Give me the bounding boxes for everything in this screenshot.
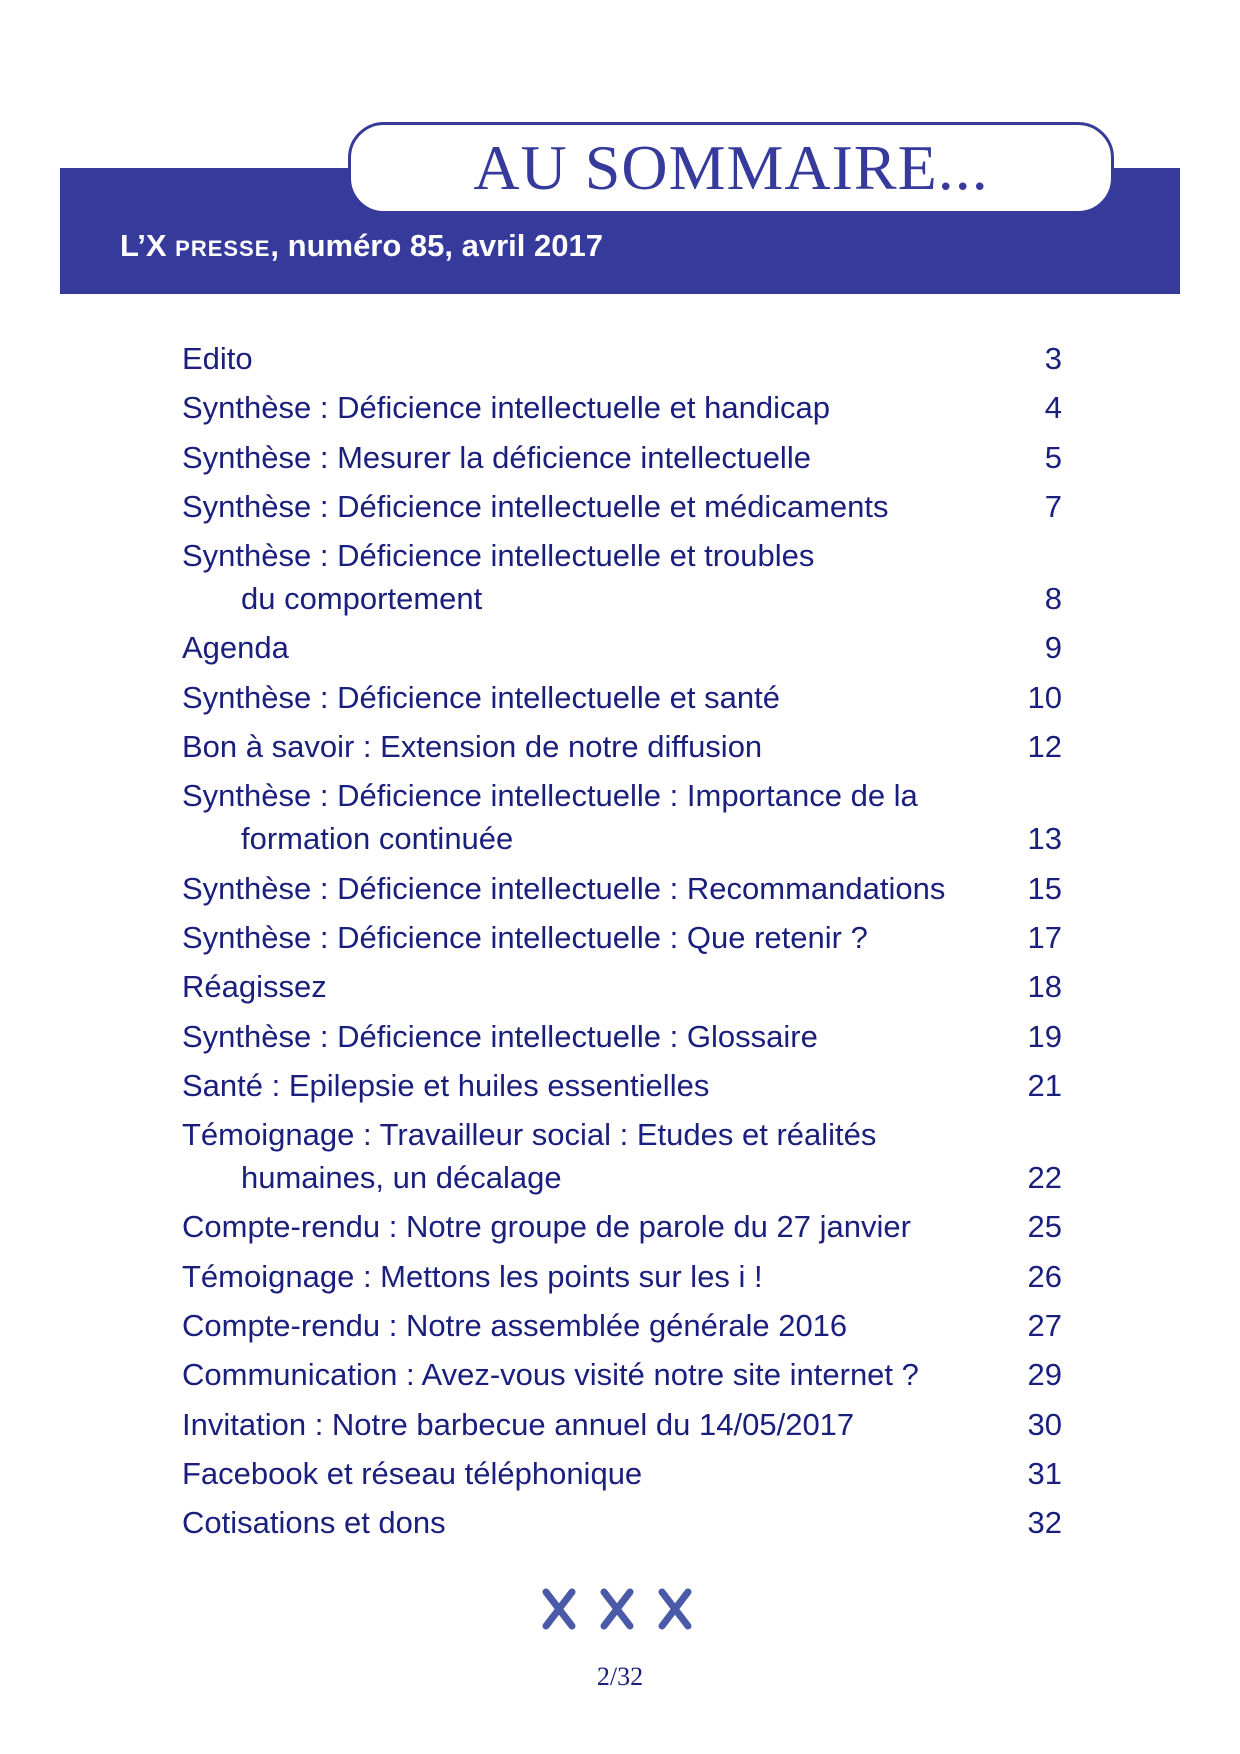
toc-entry-page: 17 bbox=[1027, 919, 1062, 955]
toc-entry-title: Synthèse : Déficience intellectuelle et médicaments bbox=[182, 488, 889, 524]
toc-entry-page: 9 bbox=[1044, 630, 1062, 666]
toc-entry[interactable] bbox=[182, 1015, 1062, 1058]
toc-entry-title: Cotisations et dons bbox=[182, 1505, 446, 1541]
toc-entry[interactable] bbox=[182, 1113, 1062, 1199]
toc-entry[interactable] bbox=[182, 916, 1062, 959]
subtitle-suffix: , numéro 85, avril 2017 bbox=[270, 228, 603, 263]
toc-entry-title: Edito bbox=[182, 341, 253, 376]
toc-entry[interactable] bbox=[182, 1304, 1062, 1347]
toc-entry-title: Santé : Epilepsie et huiles essentielles bbox=[182, 1067, 710, 1103]
toc-entry[interactable] bbox=[182, 1353, 1062, 1396]
toc-entry-title: Facebook et réseau téléphonique bbox=[182, 1455, 643, 1491]
toc-entry-page: 8 bbox=[1044, 581, 1062, 617]
toc-entry-title: Compte-rendu : Notre groupe de parole du 27 janvier bbox=[182, 1209, 911, 1245]
toc-entry-title: Synthèse : Déficience intellectuelle : Que retenir ? bbox=[182, 919, 868, 955]
toc-entry-page: 27 bbox=[1027, 1308, 1062, 1344]
toc-entry[interactable] bbox=[182, 1255, 1062, 1298]
toc-entry[interactable] bbox=[182, 1205, 1062, 1248]
toc-entry-page: 18 bbox=[1027, 969, 1062, 1005]
toc-entry-page: 31 bbox=[1027, 1455, 1062, 1491]
toc-entry-page: 13 bbox=[1027, 821, 1062, 857]
toc-entry-page: 3 bbox=[1044, 341, 1062, 376]
toc-entry-title: Communication : Avez-vous visité notre site internet ? bbox=[182, 1357, 919, 1393]
page-number: 2/32 bbox=[596, 1662, 644, 1691]
toc-entry[interactable] bbox=[182, 436, 1062, 479]
subtitle-presse: presse bbox=[175, 228, 271, 263]
toc-entry-title-continued: humaines, un décalage bbox=[241, 1160, 562, 1196]
toc-entry-title-continued: formation continuée bbox=[241, 821, 514, 857]
toc-entry-page: 26 bbox=[1027, 1258, 1062, 1294]
toc-entry-page: 22 bbox=[1027, 1160, 1062, 1196]
toc-entry-title: Synthèse : Déficience intellectuelle : Glossaire bbox=[182, 1018, 818, 1054]
page-title: AU SOMMAIRE... bbox=[473, 132, 989, 203]
toc-entry-page: 5 bbox=[1044, 439, 1062, 475]
toc-entry[interactable] bbox=[182, 725, 1062, 768]
toc-entry-page: 25 bbox=[1027, 1209, 1062, 1245]
toc-entry[interactable] bbox=[182, 774, 1062, 860]
toc-entry[interactable] bbox=[182, 626, 1062, 669]
toc-entry-title: Synthèse : Déficience intellectuelle et santé bbox=[182, 679, 780, 715]
toc-entry-page: 29 bbox=[1027, 1357, 1062, 1393]
toc-entry-title: Réagissez bbox=[182, 969, 327, 1005]
toc-entry[interactable] bbox=[182, 485, 1062, 528]
toc-entry-page: 12 bbox=[1027, 729, 1062, 765]
toc-entry-title: Invitation : Notre barbecue annuel du 14/05/2017 bbox=[182, 1406, 855, 1442]
toc-entry-title: Agenda bbox=[182, 630, 289, 666]
toc-entry-title: Synthèse : Déficience intellectuelle : Recommandations bbox=[182, 870, 946, 906]
toc-entry[interactable] bbox=[182, 1064, 1062, 1107]
toc-entry-title-continued: du comportement bbox=[241, 581, 483, 617]
toc-entry-title: Synthèse : Déficience intellectuelle et handicap bbox=[182, 390, 830, 426]
toc-entry-page: 4 bbox=[1044, 390, 1062, 426]
issue-subtitle bbox=[120, 228, 603, 264]
toc-entry-page: 7 bbox=[1044, 488, 1062, 524]
toc-entry[interactable] bbox=[182, 1501, 1062, 1544]
subtitle-prefix: L’X bbox=[120, 228, 176, 263]
toc-entry-page: 10 bbox=[1027, 679, 1062, 715]
toc-entry-title: Synthèse : Mesurer la déficience intellectuelle bbox=[182, 439, 811, 475]
toc-entry[interactable] bbox=[182, 1452, 1062, 1495]
toc-entry[interactable] bbox=[182, 965, 1062, 1008]
toc-entry[interactable] bbox=[182, 534, 1062, 620]
toc-entry[interactable] bbox=[182, 676, 1062, 719]
toc-entry-page: 21 bbox=[1027, 1067, 1062, 1103]
toc-entry-title: Compte-rendu : Notre assemblée générale 2016 bbox=[182, 1308, 848, 1344]
toc-entry-page: 30 bbox=[1027, 1406, 1062, 1442]
toc-entry-page: 15 bbox=[1027, 870, 1062, 906]
toc-entry[interactable] bbox=[182, 386, 1062, 429]
toc-entry-page: 19 bbox=[1027, 1018, 1062, 1054]
toc-entry-title: Témoignage : Travailleur social : Etudes et réalités bbox=[182, 1117, 877, 1153]
table-of-contents bbox=[182, 337, 1062, 1551]
toc-entry[interactable] bbox=[182, 337, 1062, 380]
toc-entry[interactable] bbox=[182, 867, 1062, 910]
toc-entry[interactable] bbox=[182, 1403, 1062, 1446]
xxx-ornament-icon bbox=[540, 1586, 700, 1632]
toc-entry-title: Synthèse : Déficience intellectuelle et troubles bbox=[182, 538, 815, 574]
toc-entry-title: Bon à savoir : Extension de notre diffusion bbox=[182, 729, 763, 765]
toc-entry-title: Témoignage : Mettons les points sur les i ! bbox=[182, 1258, 763, 1294]
toc-entry-page: 32 bbox=[1027, 1505, 1062, 1541]
toc-entry-title: Synthèse : Déficience intellectuelle : Importance de la bbox=[182, 778, 918, 814]
